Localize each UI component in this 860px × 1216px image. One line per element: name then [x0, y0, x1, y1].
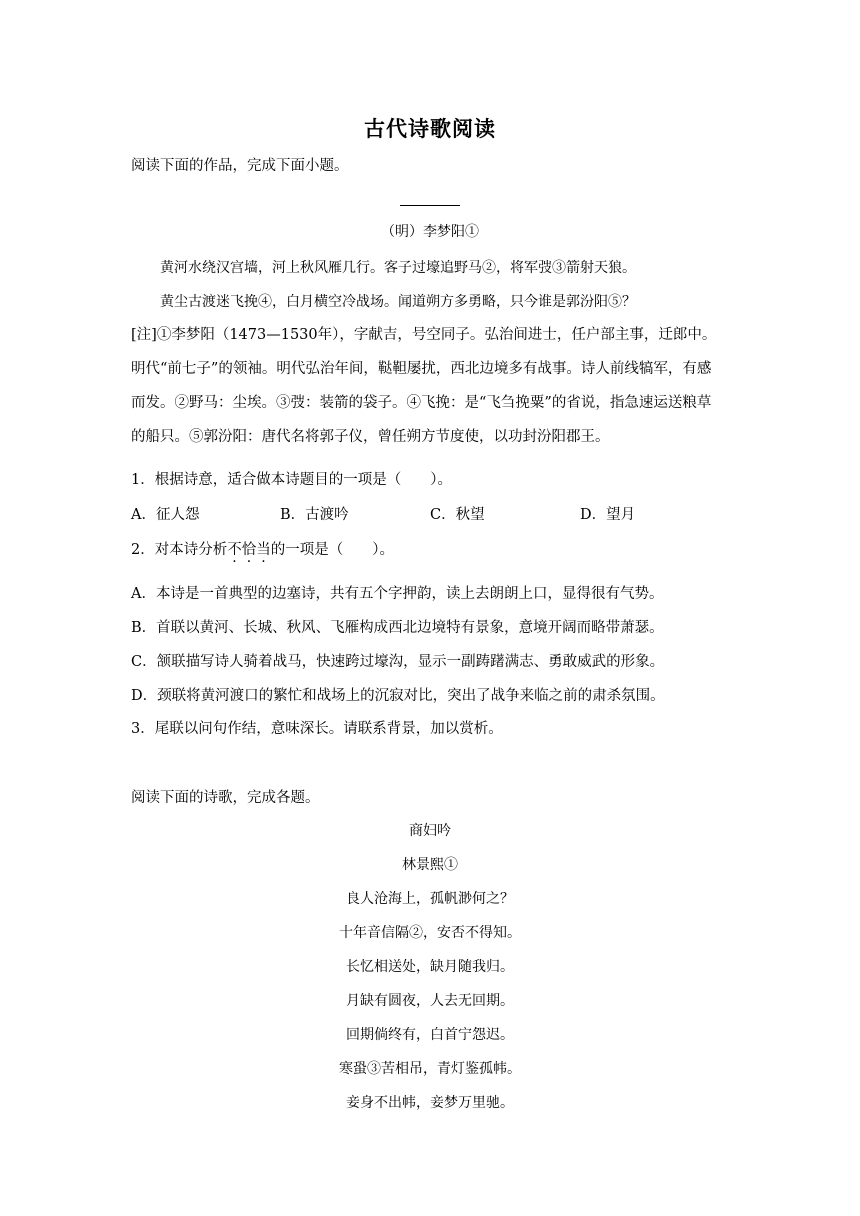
question-1-option-b: B．古渡吟 — [280, 507, 349, 523]
poem1-line-2: 黄尘古渡迷飞挽④，白月横空冷战场。闻道朔方多勇略，只今谁是郭汾阳⑤？ — [160, 294, 636, 310]
notes-line-1: [注]①李梦阳（1473—1530年），字献吉，号空同子。弘治间进士，任户部主事，迁郎中。 — [131, 327, 717, 343]
question-2-stem-suffix: 的一项是（ ）。 — [270, 542, 394, 558]
poem2-line-4: 月缺有圆夜，人去无回期。 — [346, 993, 514, 1009]
emphasis-char-1: 不 — [227, 542, 242, 558]
question-1-option-a: A．征人怨 — [131, 507, 200, 523]
poem2-line-1: 良人沧海上，孤帆渺何之？ — [346, 891, 514, 907]
section1-instruction: 阅读下面的作品，完成下面小题。 — [131, 158, 349, 174]
notes-line-2: 明代“前七子”的领袖。明代弘治年间，鞑靼屡扰，西北边境多有战事。诗人前线犒军，有感 — [131, 361, 712, 377]
page-title: 古代诗歌阅读 — [364, 116, 496, 141]
question-1-stem: 1．根据诗意，适合做本诗题目的一项是（ ）。 — [131, 472, 452, 488]
question-3-stem: 3．尾联以问句作结，意味深长。请联系背景，加以赏析。 — [131, 721, 503, 737]
poem1-author: （明）李梦阳① — [381, 224, 479, 240]
notes-line-3: 而发。②野马：尘埃。③弢：装箭的袋子。④飞挽：是“飞刍挽粟”的省说，指急速运送粮草 — [131, 395, 712, 411]
question-2-option-c: C．颔联描写诗人骑着战马，快速跨过壕沟，显示一副踌躇满志、勇敢威武的形象。 — [131, 654, 665, 670]
poem1-line-1: 黄河水绕汉宫墙，河上秋风雁几行。客子过壕追野马②，将军弢③箭射天狼。 — [160, 260, 636, 276]
question-2-option-d: D．颈联将黄河渡口的繁忙和战场上的沉寂对比，突出了战争来临之前的肃杀氛围。 — [131, 688, 665, 704]
question-2-stem-prefix: 2．对本诗分析 — [131, 542, 228, 558]
question-1-option-d: D．望月 — [580, 507, 636, 523]
poem2-line-7: 妾身不出帏，妾梦万里驰。 — [346, 1095, 514, 1111]
poem2-line-5: 回期倘终有，白首宁怨迟。 — [346, 1027, 514, 1043]
question-2-stem — [131, 540, 394, 560]
poem2-title: 商妇吟 — [409, 823, 451, 839]
poem2-line-6: 寒蛩③苦相吊，青灯鉴孤帏。 — [339, 1061, 521, 1077]
emphasis-char-3: 当 — [256, 542, 271, 558]
question-1-option-c: C．秋望 — [430, 507, 485, 523]
notes-line-4: 的船只。⑤郭汾阳：唐代名将郭子仪，曾任朔方节度使，以功封汾阳郡王。 — [131, 429, 610, 445]
emphasis-char-2: 恰 — [241, 542, 257, 558]
poem2-author: 林景熙① — [402, 857, 458, 873]
section2-instruction: 阅读下面的诗歌，完成各题。 — [131, 790, 320, 806]
poem2-line-3: 长忆相送处，缺月随我归。 — [346, 959, 514, 975]
question-2-option-b: B．首联以黄河、长城、秋风、飞雁构成西北边境特有景象，意境开阔而略带萧瑟。 — [131, 620, 664, 636]
poem-title-blank — [400, 205, 460, 206]
question-2-option-a: A．本诗是一首典型的边塞诗，共有五个字押韵，读上去朗朗上口，显得很有气势。 — [131, 586, 664, 602]
poem2-line-2: 十年音信隔②，安否不得知。 — [339, 925, 521, 941]
